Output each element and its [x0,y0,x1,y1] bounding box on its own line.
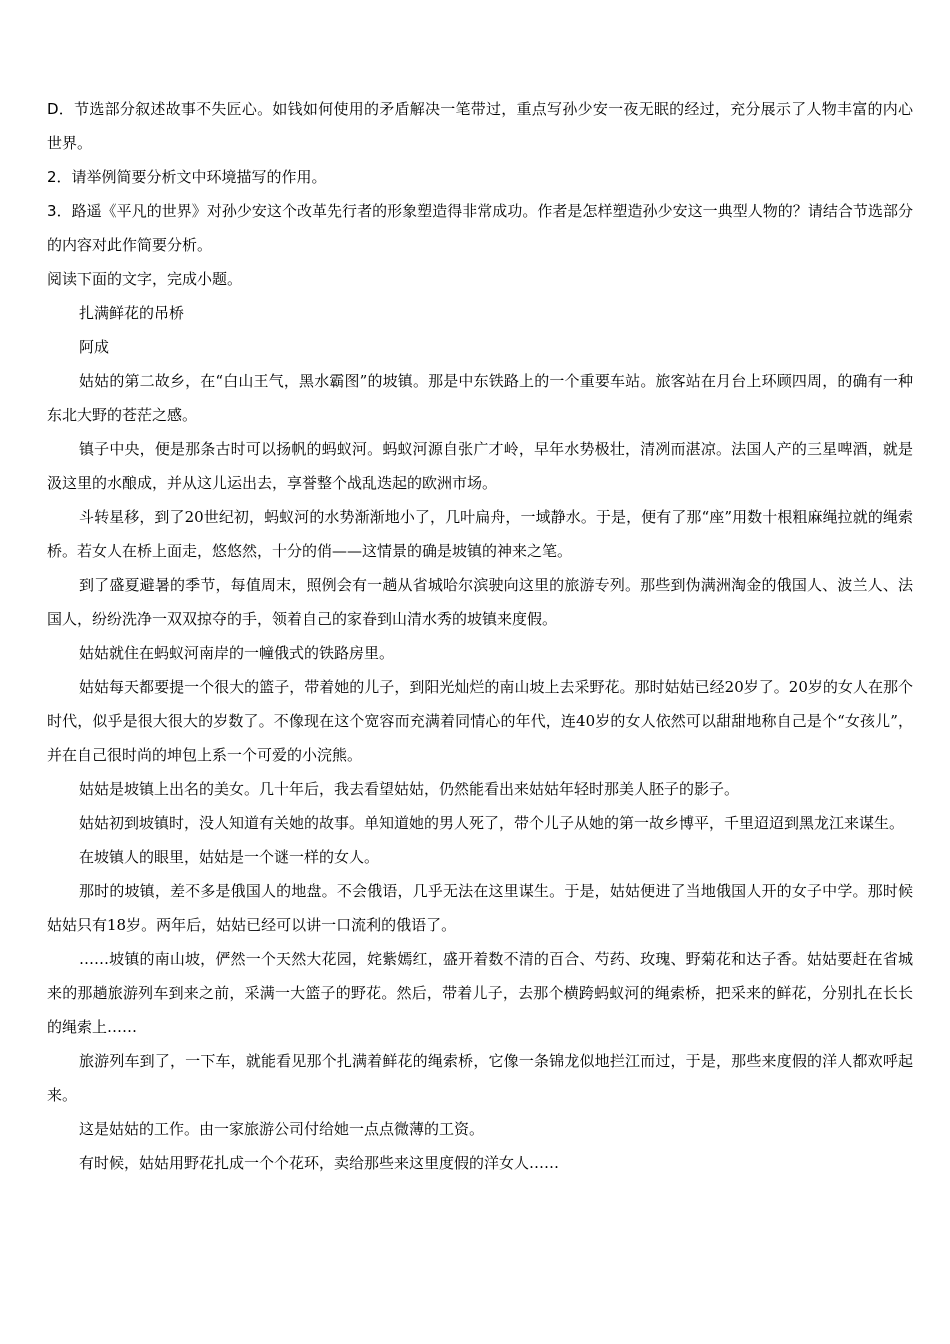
reading-instruction: 阅读下面的文字，完成小题。 [47,270,243,288]
article-paragraph: 到了盛夏避暑的季节，每值周末，照例会有一趟从省城哈尔滨驶向这里的旅游专列。那些到伪满洲淘金的俄国人、波兰人、法国人，纷纷洗净一双双掠夺的手，领着自己的家眷到山清水秀的坡镇来度假。 [47,576,913,628]
article-paragraph: 旅游列车到了，一下车，就能看见那个扎满着鲜花的绳索桥，它像一条锦龙似地拦江而过，于是，那些来度假的洋人都欢呼起来。 [47,1052,913,1104]
article-paragraph: 姑姑初到坡镇时，没人知道有关她的故事。单知道她的男人死了，带个儿子从她的第一故乡博平，千里迢迢到黑龙江来谋生。 [79,814,905,832]
article-paragraph: 姑姑的第二故乡，在“白山王气，黑水霸图”的坡镇。那是中东铁路上的一个重要车站。旅客站在月台上环顾四周，的确有一种东北大野的苍茫之感。 [47,372,913,424]
article-paragraph: ……坡镇的南山坡，俨然一个天然大花园，姹紫嫣红，盛开着数不清的百合、芍药、玫瑰、野菊花和达子香。姑姑要赶在省城来的那趟旅游列车到来之前，采满一大篮子的野花。然后，带着儿子，去那个横跨蚂蚁河的绳索桥，把采来的鲜花，分别扎在长长的绳索上…… [47,950,913,1036]
article-paragraph: 这是姑姑的工作。由一家旅游公司付给她一点点微薄的工资。 [79,1120,485,1138]
article-paragraph: 那时的坡镇，差不多是俄国人的地盘。不会俄语，几乎无法在这里谋生。于是，姑姑便进了当地俄国人开的女子中学。那时候姑姑只有18岁。两年后，姑姑已经可以讲一口流利的俄语了。 [47,882,913,934]
article-paragraph: 镇子中央，便是那条古时可以扬帆的蚂蚁河。蚂蚁河源自张广才岭，早年水势极壮，清冽而湛凉。法国人产的三星啤酒，就是汲这里的水酿成，并从这儿运出去，享誉整个战乱迭起的欧洲市场。 [47,440,913,492]
article-author: 阿成 [79,338,110,356]
article-paragraph: 有时候，姑姑用野花扎成一个个花环，卖给那些来这里度假的洋女人…… [79,1154,560,1172]
question-3: 3．路遥《平凡的世界》对孙少安这个改革先行者的形象塑造得非常成功。作者是怎样塑造孙少安这一典型人物的？请结合节选部分的内容对此作简要分析。 [47,202,913,254]
article-paragraph: 斗转星移，到了20世纪初，蚂蚁河的水势渐渐地小了，几叶扁舟，一域静水。于是，便有了那“座”用数十根粗麻绳拉就的绳索桥。若女人在桥上面走，悠悠然，十分的俏——这情景的确是坡镇的神来之笔。 [47,508,913,560]
article-paragraph: 在坡镇人的眼里，姑姑是一个谜一样的女人。 [79,848,380,866]
article-paragraph: 姑姑是坡镇上出名的美女。几十年后，我去看望姑姑，仍然能看出来姑姑年轻时那美人胚子的影子。 [79,780,740,798]
article-paragraph: 姑姑每天都要提一个很大的篮子，带着她的儿子，到阳光灿烂的南山坡上去采野花。那时姑姑已经20岁了。20岁的女人在那个时代，似乎是很大很大的岁数了。不像现在这个宽容而充满着同情心的年代，连40岁的女人依然可以甜甜地称自己是个“女孩儿”，并在自己很时尚的坤包上系一个可爱的小浣熊。 [47,678,913,764]
question-2: 2．请举例简要分析文中环境描写的作用。 [47,168,327,186]
question-option-d: D．节选部分叙述故事不失匠心。如钱如何使用的矛盾解决一笔带过，重点写孙少安一夜无眠的经过，充分展示了人物丰富的内心世界。 [47,100,913,152]
article-paragraph: 姑姑就住在蚂蚁河南岸的一幢俄式的铁路房里。 [79,644,395,662]
article-title: 扎满鲜花的吊桥 [79,304,185,322]
document-page [47,92,913,1180]
